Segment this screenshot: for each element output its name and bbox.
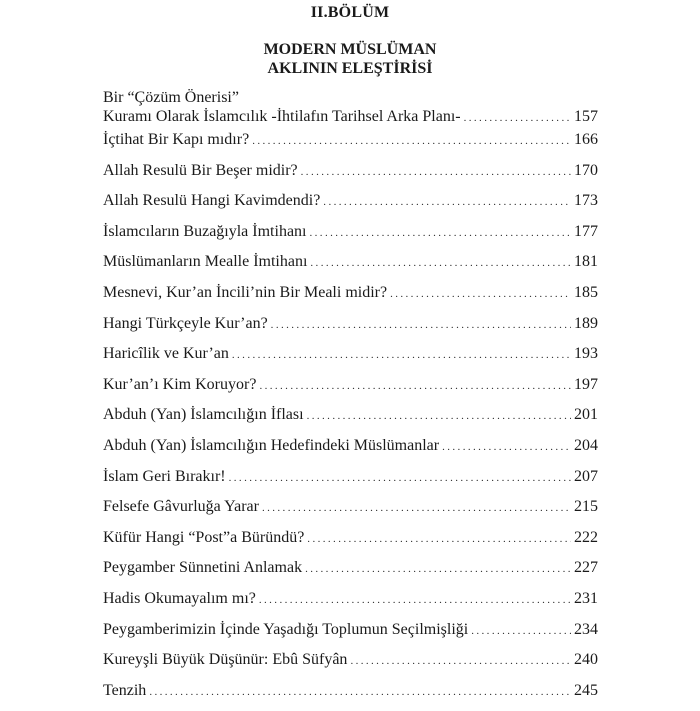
toc-entry	[103, 314, 598, 345]
toc-entry-page-number: 245	[574, 681, 598, 699]
toc-entry	[103, 558, 598, 589]
toc-entry-page-number: 185	[574, 283, 598, 301]
toc-entry-page-number: 181	[574, 253, 598, 271]
toc-dot-leader	[149, 682, 571, 702]
toc-entry-page-number: 157	[574, 108, 598, 125]
toc-entry	[103, 497, 598, 528]
toc-dot-leader	[252, 131, 571, 151]
toc-entry	[103, 107, 598, 130]
toc-dot-leader	[271, 315, 571, 335]
toc-entry	[103, 161, 598, 192]
toc-entry-page-number: 207	[574, 467, 598, 485]
toc-entry-page-number: 222	[574, 528, 598, 546]
toc-entry-page-number: 227	[574, 559, 598, 577]
toc-dot-leader	[350, 651, 571, 671]
toc-entry-title: Kur’an’ı Kim Koruyor?	[103, 375, 257, 393]
toc-entry	[103, 222, 598, 253]
toc-dot-leader	[262, 498, 571, 518]
toc-dot-leader	[307, 529, 571, 549]
toc-entry-page-number: 201	[574, 406, 598, 424]
toc-dot-leader	[310, 253, 571, 273]
section-title-line-2: AKLININ ELEŞTİRİSİ	[267, 60, 433, 77]
toc-entry-title: Küfür Hangi “Post”a Büründü?	[103, 528, 305, 546]
toc-entry-title: Tenzih	[103, 681, 147, 699]
toc-dot-leader	[307, 406, 571, 426]
toc-entry-page-number: 170	[574, 161, 598, 179]
toc-entry-title: İçtihat Bir Kapı mıdır?	[103, 131, 250, 148]
toc-entry-title: İslamcıların Buzağıyla İmtihanı	[103, 222, 307, 240]
toc-dot-leader	[390, 284, 571, 304]
toc-entry-title: Abduh (Yan) İslamcılığın İflası	[103, 406, 304, 424]
toc-entry-title: Haricîlik ve Kur’an	[103, 345, 229, 363]
toc-dot-leader	[442, 437, 571, 457]
toc-entry-title: Peygamberimizin İçinde Yaşadığı Toplumun Seçilmişliği	[103, 620, 469, 638]
toc-entry-page-number: 234	[574, 620, 598, 638]
toc-entry-title: Hadis Okumayalım mı?	[103, 589, 256, 607]
toc-entry-page-number: 173	[574, 192, 598, 210]
toc-entry	[103, 283, 598, 314]
toc-entry	[103, 620, 598, 651]
toc-entry-page-number: 166	[574, 131, 598, 148]
section-title	[0, 40, 700, 78]
toc-entry	[103, 467, 598, 498]
toc-entry-title: Peygamber Sünnetini Anlamak	[103, 559, 303, 577]
toc-entry	[103, 589, 598, 620]
toc-entry-title: Felsefe Gâvurluğa Yarar	[103, 498, 259, 516]
toc-entry-page-number: 231	[574, 589, 598, 607]
toc-entry	[103, 191, 598, 222]
toc-entry	[103, 344, 598, 375]
toc-entry	[103, 528, 598, 559]
toc-entry	[103, 375, 598, 406]
toc-entry	[103, 405, 598, 436]
toc-entry-title: Müslümanların Mealle İmtihanı	[103, 253, 308, 271]
toc-entry	[103, 130, 598, 161]
toc-dot-leader	[259, 376, 571, 396]
toc-entry-title: İslam Geri Bırakır!	[103, 467, 226, 485]
toc-entry-page-number: 193	[574, 345, 598, 363]
toc-intro-line: Bir “Çözüm Önerisi”	[103, 89, 239, 106]
section-title-line-1: MODERN MÜSLÜMAN	[263, 41, 437, 58]
toc-entry-title: Hangi Türkçeyle Kur’an?	[103, 314, 268, 332]
toc-entry	[103, 650, 598, 681]
toc-entry	[103, 436, 598, 467]
toc-entry-page-number: 177	[574, 222, 598, 240]
toc-dot-leader	[464, 108, 571, 128]
toc-entry-title: Allah Resulü Hangi Kavimdendi?	[103, 192, 321, 210]
toc-entry	[103, 252, 598, 283]
toc-entry-title: Kuramı Olarak İslamcılık -İhtilafın Tarihsel Arka Planı-	[103, 108, 461, 125]
toc-entry-page-number: 240	[574, 651, 598, 669]
toc-entry-page-number: 197	[574, 375, 598, 393]
toc-entry-title: Abduh (Yan) İslamcılığın Hedefindeki Müslümanlar	[103, 436, 440, 454]
toc-dot-leader	[471, 621, 571, 641]
toc-dot-leader	[229, 468, 571, 488]
toc-dot-leader	[259, 590, 571, 610]
toc-entry-title: Mesnevi, Kur’an İncili’nin Bir Meali midir?	[103, 283, 388, 301]
toc-entry-page-number: 215	[574, 498, 598, 516]
toc-dot-leader	[232, 345, 571, 365]
toc-dot-leader	[310, 223, 572, 243]
toc-dot-leader	[305, 559, 571, 579]
toc-entry	[103, 681, 598, 711]
toc-entry-page-number: 189	[574, 314, 598, 332]
toc-dot-leader	[323, 192, 571, 212]
toc-entry-page-number: 204	[574, 436, 598, 454]
toc-entry-title: Kureyşli Büyük Düşünür: Ebû Süfyân	[103, 651, 348, 669]
part-title: II.BÖLÜM	[310, 4, 390, 21]
table-of-contents	[103, 89, 598, 711]
toc-dot-leader	[301, 162, 571, 182]
toc-entry-title: Allah Resulü Bir Beşer midir?	[103, 161, 298, 179]
